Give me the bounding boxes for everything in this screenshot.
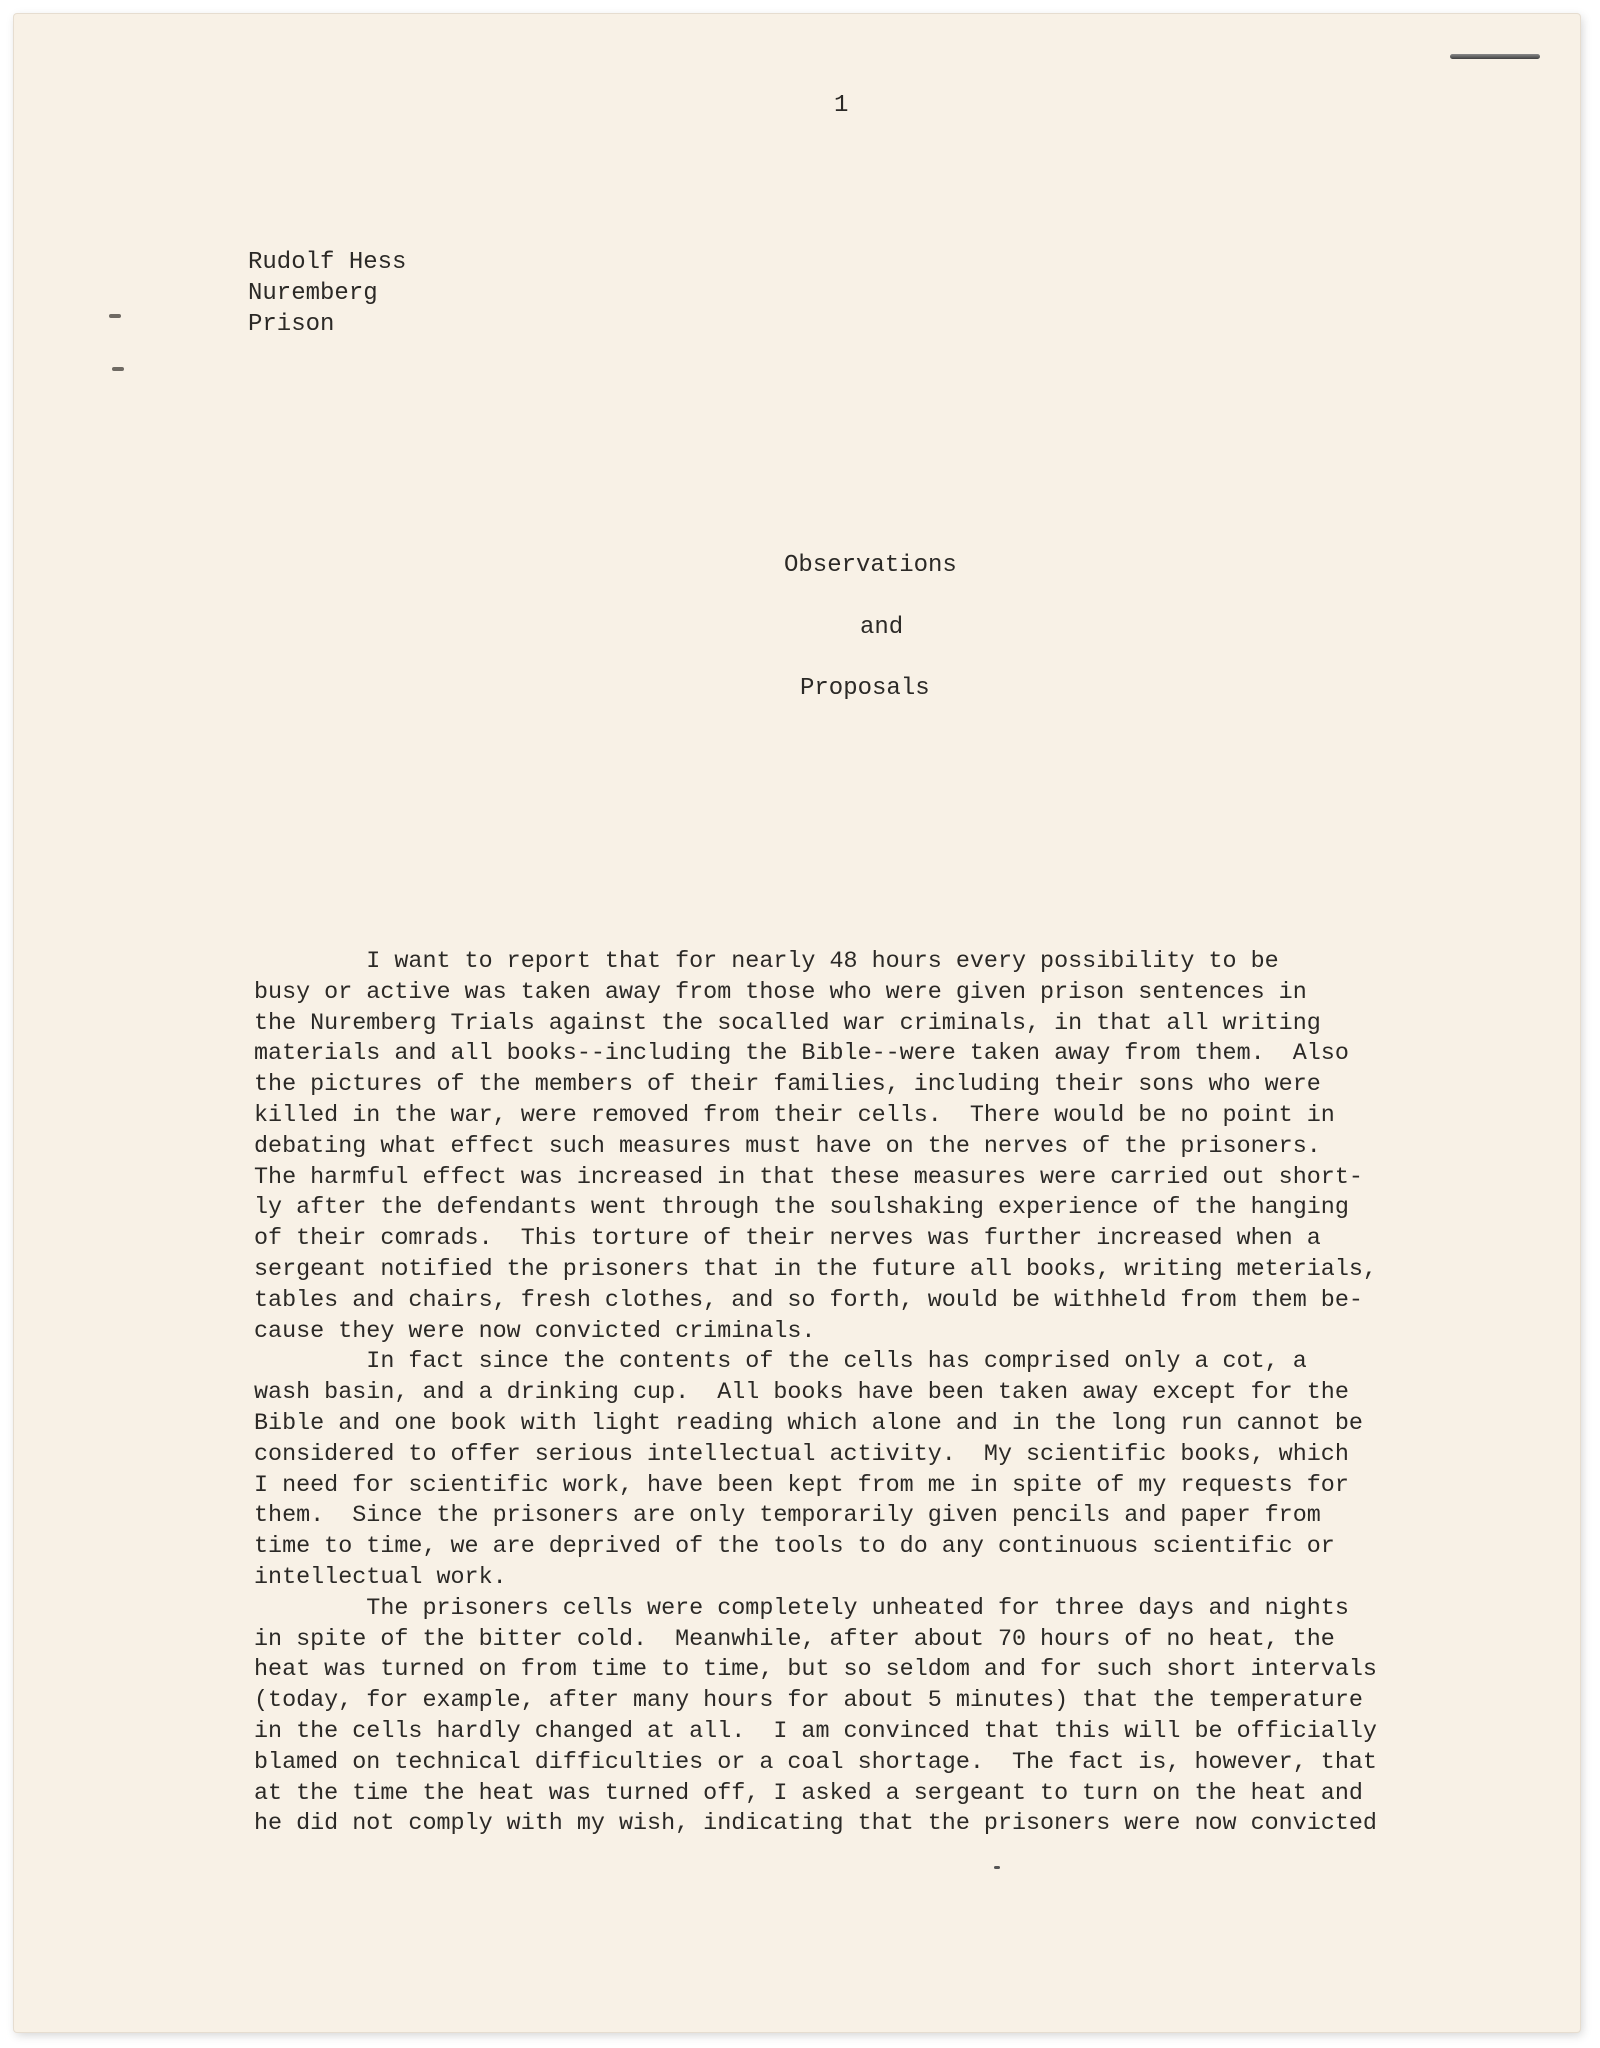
body-line: I need for scientific work, have been kept from me in spite of my requests for (254, 1472, 1349, 1499)
body-line: I want to report that for nearly 48 hours every possibility to be (254, 949, 1279, 975)
body-line: Bible and one book with light reading which alone and in the long run cannot be (254, 1410, 1363, 1437)
body-line: busy or active was taken away from those who were given prison sentences in (254, 979, 1307, 1006)
body-line: time to time, we are deprived of the tools to do any continuous scientific or (254, 1534, 1335, 1561)
body-line: considered to offer serious intellectual activity. My scientific books, which (254, 1441, 1349, 1468)
body-line: them. Since the prisoners are only temporarily given pencils and paper from (254, 1503, 1321, 1530)
body-line: wash basin, and a drinking cup. All books have been taken away except for the (254, 1380, 1349, 1407)
body-line: In fact since the contents of the cells has comprised only a cot, a (254, 1349, 1307, 1376)
body-line: The harmful effect was increased in that these measures were carried out short- (254, 1164, 1363, 1191)
body-line: the Nuremberg Trials against the socalled war criminals, in that all writing (254, 1010, 1321, 1037)
body-line: heat was turned on from time to time, but so seldom and for such short intervals (254, 1657, 1377, 1684)
body-line: in the cells hardly changed at all. I am convinced that this will be officially (254, 1718, 1377, 1745)
sender-block (248, 247, 406, 340)
body-line: debating what effect such measures must have on the nerves of the prisoners. (254, 1133, 1321, 1160)
body-line: The prisoners cells were completely unheated for three days and nights (254, 1595, 1349, 1622)
body-line: blamed on technical difficulties or a coal shortage. The fact is, however, that (254, 1749, 1377, 1776)
page-number: 1 (834, 92, 849, 119)
punch-mark (109, 314, 121, 318)
title-line-proposals: Proposals (800, 675, 930, 702)
body-line: sergeant notified the prisoners that in the future all books, writing meterials, (254, 1256, 1377, 1283)
body-line: materials and all books--including the Bible--were taken away from them. Also (254, 1041, 1349, 1068)
punch-mark (112, 367, 124, 371)
document-page (14, 14, 1580, 2032)
body-line: at the time the heat was turned off, I asked a sergeant to turn on the heat and (254, 1780, 1363, 1807)
title-line-and: and (860, 614, 904, 641)
sender-place-line1: Nuremberg (248, 280, 378, 307)
sender-place-line2: Prison (248, 311, 335, 338)
body-line: tables and chairs, fresh clothes, and so forth, would be withheld from them be- (254, 1287, 1363, 1314)
body-line: the pictures of the members of their families, including their sons who were (254, 1072, 1321, 1099)
body-line: in spite of the bitter cold. Meanwhile, after about 70 hours of no heat, the (254, 1626, 1335, 1653)
body-line: cause they were now convicted criminals. (254, 1318, 816, 1345)
ink-speck (994, 1866, 1000, 1869)
title-line-observations: Observations (784, 552, 957, 579)
body-line: intellectual work. (254, 1564, 507, 1591)
body-line: killed in the war, were removed from their cells. There would be no point in (254, 1102, 1335, 1129)
body-text (254, 947, 1494, 1840)
body-line: he did not comply with my wish, indicating that the prisoners were now convicted (254, 1811, 1377, 1838)
staple (1450, 54, 1540, 59)
body-line: of their comrads. This torture of their nerves was further increased when a (254, 1226, 1321, 1253)
body-line: (today, for example, after many hours for about 5 minutes) that the temperature (254, 1688, 1363, 1715)
sender-name: Rudolf Hess (248, 249, 407, 276)
body-line: ly after the defendants went through the soulshaking experience of the hanging (254, 1195, 1349, 1222)
